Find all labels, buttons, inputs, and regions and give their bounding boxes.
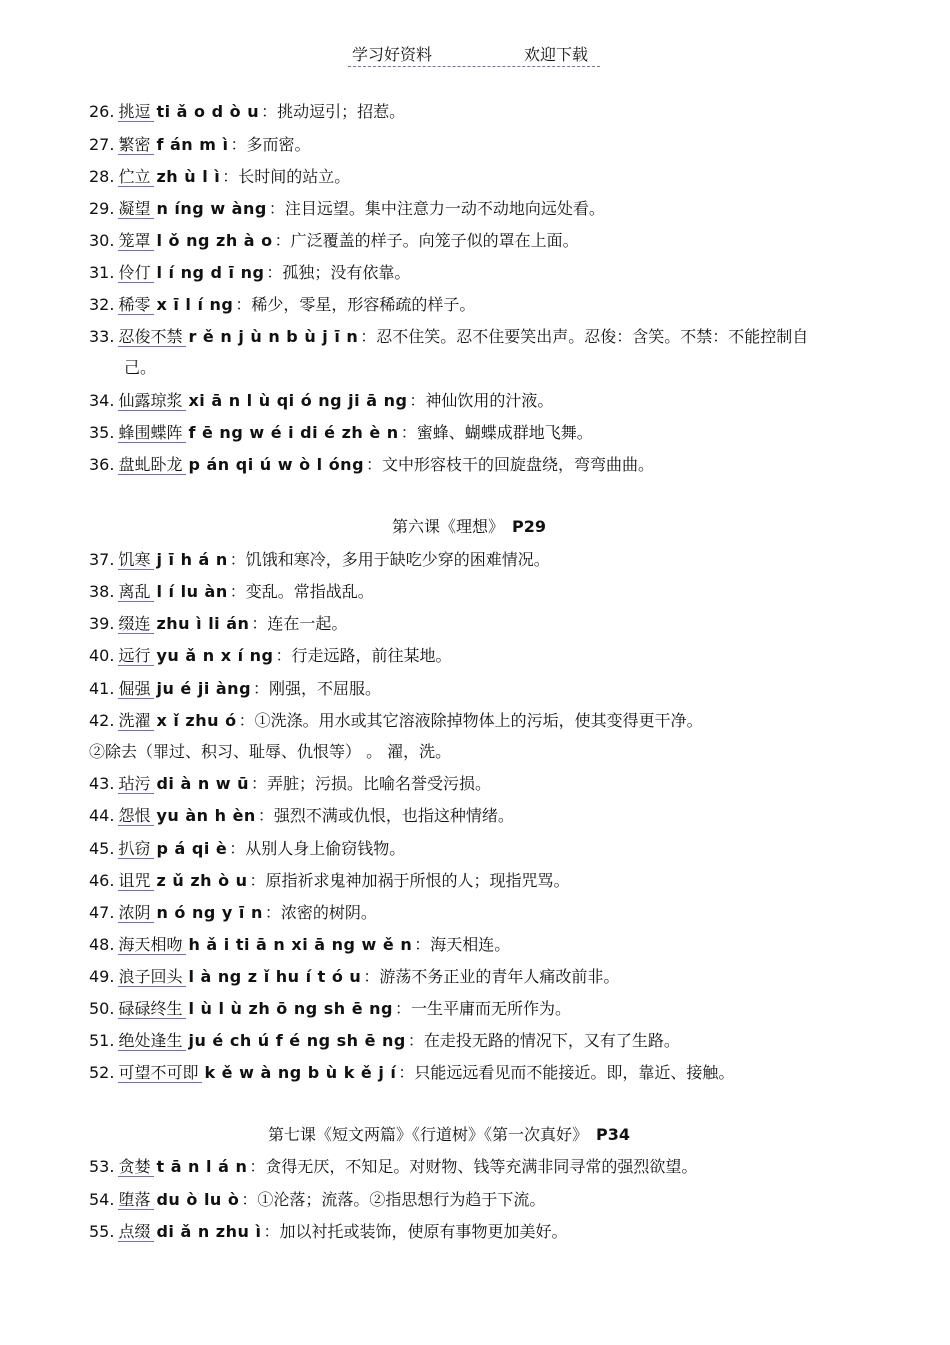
vocab-entry [89, 1189, 849, 1211]
entry-definition: ：广泛覆盖的样子。向笼子似的罩在上面。 [274, 231, 579, 250]
entry-number: 48. [89, 935, 115, 954]
entry-pinyin: ti ǎ o d ò u [156, 102, 260, 121]
vocab-entry [89, 1062, 849, 1084]
entry-definition: ：行走远路，前往某地。 [275, 646, 452, 665]
section-heading-lesson-6 [392, 516, 546, 538]
vocab-entry [89, 166, 849, 188]
entry-definition: ：挑动逗引；招惹。 [261, 102, 406, 121]
entry-definition: ：原指祈求鬼神加祸于所恨的人；现指咒骂。 [249, 871, 570, 890]
entry-word: 浓阴 [118, 903, 154, 923]
entry-pinyin: h ǎ i ti ā n xi ā ng w ě n [188, 935, 413, 954]
vocab-entry [89, 1221, 849, 1243]
entry-number: 35. [89, 423, 115, 442]
entry-word: 堕落 [118, 1190, 154, 1210]
entry-pinyin: n ó ng y ī n [156, 903, 263, 922]
entry-pinyin: l í ng d ī ng [156, 263, 265, 282]
entry-number: 47. [89, 903, 115, 922]
entry-word: 浪子回头 [118, 967, 186, 987]
entry-word: 贪婪 [118, 1157, 154, 1177]
entry-word: 伫立 [118, 167, 154, 187]
entry-word: 海天相吻 [118, 935, 186, 955]
entry-number: 50. [89, 999, 115, 1018]
entry-definition: ：刚强，不屈服。 [253, 679, 382, 698]
entry-word: 挑逗 [118, 102, 154, 122]
vocab-entry [89, 549, 849, 571]
entry-pinyin: zhu ì li án [156, 614, 250, 633]
entry-definition: ：海天相连。 [414, 935, 511, 954]
entry-pinyin: x ǐ zhu ó [156, 711, 237, 730]
entry-definition: ：变乱。常指战乱。 [229, 582, 374, 601]
entry-number: 34. [89, 391, 115, 410]
entry-number: 28. [89, 167, 115, 186]
entry-pinyin: k ě w à ng b ù k ě j í [204, 1063, 397, 1082]
entry-word: 玷污 [118, 774, 154, 794]
entry-word: 诅咒 [118, 871, 154, 891]
entry-word: 绝处逢生 [118, 1031, 186, 1051]
entry-pinyin: n íng w àng [156, 199, 267, 218]
entry-number: 40. [89, 646, 115, 665]
entry-pinyin: di à n w ū [156, 774, 250, 793]
entry-pinyin: ju é ji àng [156, 679, 252, 698]
entry-word: 怨恨 [118, 806, 154, 826]
entry-definition: ：饥饿和寒冷，多用于缺吃少穿的困难情况。 [229, 550, 550, 569]
entry-pinyin: yu ǎ n x í ng [156, 646, 274, 665]
entry-definition: ：文中形容枝干的回旋盘绕，弯弯曲曲。 [366, 455, 655, 474]
entry-word: 洗濯 [118, 711, 154, 731]
vocab-entry [89, 134, 849, 156]
entry-word: 远行 [118, 646, 154, 666]
entry-definition: ：游荡不务正业的青年人痛改前非。 [363, 967, 620, 986]
entry-number: 41. [89, 679, 115, 698]
entry-number: 53. [89, 1157, 115, 1176]
entry-number: 37. [89, 550, 115, 569]
entry-word: 点缀 [118, 1222, 154, 1242]
entry-pinyin: di ǎ n zhu ì [156, 1222, 262, 1241]
entry-word: 笼罩 [118, 231, 154, 251]
vocab-entry [89, 678, 849, 700]
entry-definition: ：稀少，零星，形容稀疏的样子。 [235, 295, 476, 314]
entry-pinyin: f ē ng w é i di é zh è n [188, 423, 399, 442]
entry-pinyin: f án m ì [156, 135, 229, 154]
entry-definition: ：从别人身上偷窃钱物。 [229, 839, 406, 858]
entry-definition: ：强烈不满或仇恨，也指这种情绪。 [257, 806, 514, 825]
entry-definition: ：神仙饮用的汁液。 [409, 391, 554, 410]
entry-pinyin: xi ā n l ù qi ó ng ji ā ng [188, 391, 408, 410]
section-title: 第六课《理想》 [392, 517, 505, 536]
entry-word: 扒窃 [118, 839, 154, 859]
entry-word: 饥寒 [118, 550, 154, 570]
entry-definition: ：注目远望。集中注意力一动不动地向远处看。 [268, 199, 605, 218]
vocab-entry [89, 805, 849, 827]
entry-word: 忍俊不禁 [118, 327, 186, 347]
entry-pinyin: l à ng z ǐ hu í t ó u [188, 967, 362, 986]
entry-number: 27. [89, 135, 115, 154]
entry-number: 51. [89, 1031, 115, 1050]
vocab-entry [89, 773, 849, 795]
vocab-entry [89, 934, 849, 956]
entry-number: 31. [89, 263, 115, 282]
entry-number: 44. [89, 806, 115, 825]
vocab-entry [89, 198, 849, 220]
entry-word: 繁密 [118, 135, 154, 155]
entry-definition: ：只能远远看见而不能接近。即，靠近、接触。 [398, 1063, 735, 1082]
section-title: 第七课《短文两篇》《行道树》《第一次真好》 [268, 1125, 589, 1144]
vocab-entry [89, 230, 849, 252]
entry-33-continuation: 己。 [124, 358, 157, 377]
entry-number: 39. [89, 614, 115, 633]
entry-definition: ：①沦落；流落。②指思想行为趋于下流。 [241, 1190, 546, 1209]
entry-definition: ：一生平庸而无所作为。 [395, 999, 572, 1018]
page-header [348, 40, 600, 67]
entry-number: 46. [89, 871, 115, 890]
entry-number: 26. [89, 102, 115, 121]
section-page: P34 [596, 1125, 631, 1144]
entry-number: 43. [89, 774, 115, 793]
vocab-entry [89, 326, 849, 348]
vocab-entry [89, 902, 849, 924]
vocab-entry [89, 101, 849, 123]
entry-number: 38. [89, 582, 115, 601]
entry-word: 缀连 [118, 614, 154, 634]
vocab-entry [89, 998, 849, 1020]
entry-pinyin: zh ù l ì [156, 167, 221, 186]
entry-number: 36. [89, 455, 115, 474]
vocab-entry [89, 710, 849, 732]
vocab-entry [89, 645, 849, 667]
entry-word: 倔强 [118, 679, 154, 699]
entry-pinyin: p án qi ú w ò l óng [188, 455, 365, 474]
entry-number: 29. [89, 199, 115, 218]
entry-pinyin: j ī h á n [156, 550, 228, 569]
entry-word: 稀零 [118, 295, 154, 315]
vocab-entry [89, 262, 849, 284]
entry-definition: ：连在一起。 [251, 614, 348, 633]
entry-pinyin: yu àn h èn [156, 806, 256, 825]
entry-pinyin: r ě n j ù n b ù j ī n [188, 327, 359, 346]
entry-definition: ：①洗涤。用水或其它溶液除掉物体上的污垢，使其变得更干净。 [238, 711, 703, 730]
entry-word: 盘虬卧龙 [118, 455, 186, 475]
entry-word: 凝望 [118, 199, 154, 219]
entry-pinyin: du ò lu ò [156, 1190, 240, 1209]
entry-definition: ：多而密。 [230, 135, 311, 154]
entry-word: 仙露琼浆 [118, 391, 186, 411]
vocab-entry [89, 422, 849, 444]
entry-definition: ：加以衬托或装饰，使原有事物更加美好。 [263, 1222, 568, 1241]
entry-definition: ：长时间的站立。 [222, 167, 351, 186]
entry-definition: ：在走投无路的情况下，又有了生路。 [407, 1031, 680, 1050]
entry-number: 33. [89, 327, 115, 346]
vocab-entry [89, 581, 849, 603]
entry-definition: ：弄脏；污损。比喻名誉受污损。 [251, 774, 492, 793]
vocab-entry [89, 390, 849, 412]
entry-42-continuation: ②除去（罪过、积习、耻辱、仇恨等） 。 濯，洗。 [89, 742, 452, 761]
vocab-entry [89, 966, 849, 988]
entry-definition: ：贪得无厌，不知足。对财物、钱等充满非同寻常的强烈欲望。 [249, 1157, 698, 1176]
entry-number: 32. [89, 295, 115, 314]
entry-word: 伶仃 [118, 263, 154, 283]
vocab-entry [89, 294, 849, 316]
vocab-entry [89, 838, 849, 860]
entry-number: 52. [89, 1063, 115, 1082]
entry-pinyin: x ī l í ng [156, 295, 234, 314]
entry-pinyin: p á qi è [156, 839, 228, 858]
vocab-entry [89, 613, 849, 635]
entry-word: 离乱 [118, 582, 154, 602]
entry-word: 蜂围蝶阵 [118, 423, 186, 443]
header-right-text: 欢迎下载 [524, 45, 589, 64]
entry-definition: ：浓密的树阴。 [264, 903, 377, 922]
entry-number: 49. [89, 967, 115, 986]
entry-word: 可望不可即 [118, 1063, 202, 1083]
entry-number: 55. [89, 1222, 115, 1241]
entry-pinyin: ju é ch ú f é ng sh ē ng [188, 1031, 406, 1050]
entry-definition: ：蜜蜂、蝴蝶成群地飞舞。 [400, 423, 593, 442]
entry-number: 45. [89, 839, 115, 858]
entry-number: 30. [89, 231, 115, 250]
section-page: P29 [512, 517, 547, 536]
vocab-entry [89, 870, 849, 892]
entry-pinyin: l ǒ ng zh à o [156, 231, 273, 250]
entry-pinyin: t ā n l á n [156, 1157, 248, 1176]
vocab-entry [89, 454, 849, 476]
entry-pinyin: l í lu àn [156, 582, 228, 601]
vocab-entry [89, 1030, 849, 1052]
entry-word: 碌碌终生 [118, 999, 186, 1019]
header-left-text: 学习好资料 [352, 45, 433, 64]
entry-pinyin: z ǔ zh ò u [156, 871, 248, 890]
entry-number: 54. [89, 1190, 115, 1209]
vocab-entry [89, 1156, 849, 1178]
entry-definition: ：忍不住笑。忍不住要笑出声。忍俊：含笑。不禁：不能控制自 [360, 327, 809, 346]
entry-pinyin: l ù l ù zh ō ng sh ē ng [188, 999, 393, 1018]
entry-number: 42. [89, 711, 115, 730]
section-heading-lesson-7 [268, 1124, 630, 1146]
entry-definition: ：孤独；没有依靠。 [266, 263, 411, 282]
